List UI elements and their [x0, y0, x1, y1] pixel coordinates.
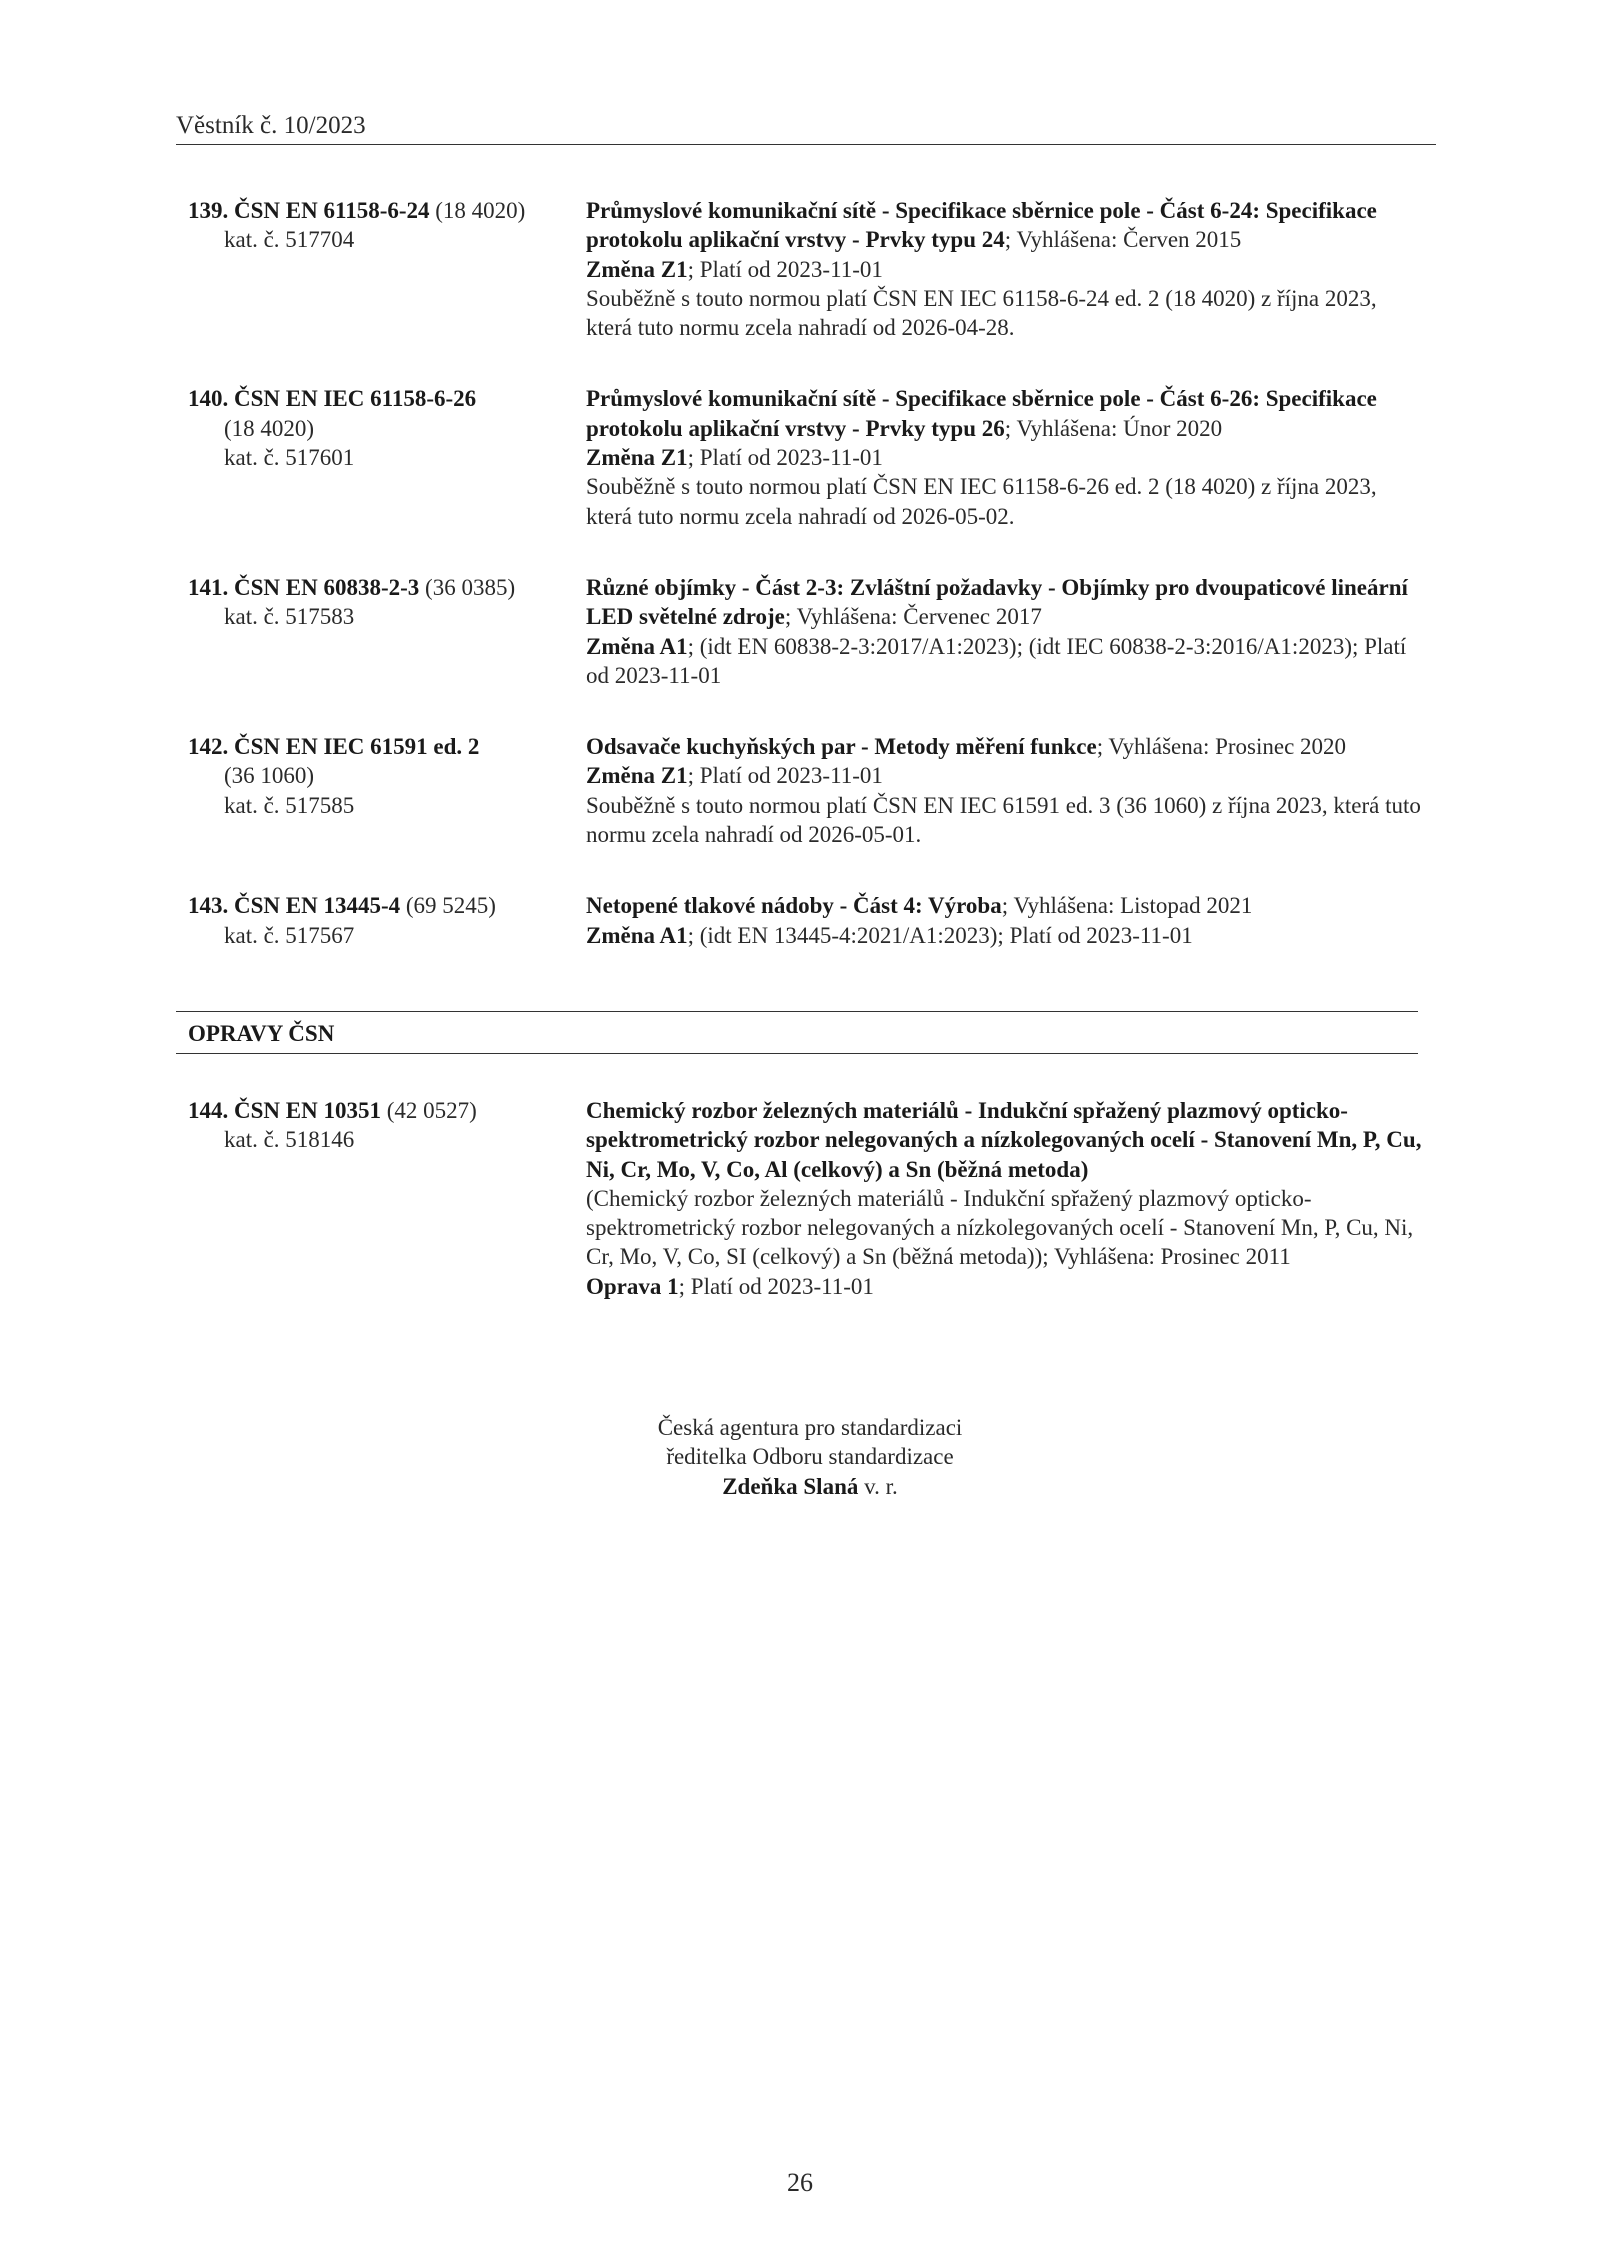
entry-number: 141. [188, 574, 229, 600]
standard-title: Průmyslové komunikační sítě - Specifikace sběrnice pole - Část 6-24: Specifikace protokolu aplikační vrstvy - Prvky typu 24 [586, 198, 1377, 253]
page-number: 26 [787, 2168, 813, 2197]
entry-details [586, 732, 1428, 849]
standard-code: ČSN EN IEC 61591 ed. 2 [234, 734, 480, 760]
entry-details [586, 573, 1428, 690]
entry-designation [188, 891, 586, 950]
amendment-label: Změna A1 [586, 633, 688, 659]
amendment-label: Změna Z1 [586, 445, 688, 471]
standard-code: ČSN EN IEC 61158-6-26 [234, 386, 477, 412]
amendment-label: Změna Z1 [586, 256, 688, 282]
entry-number: 140. [188, 386, 229, 412]
bulletin-title: Věstník č. 10/2023 [176, 112, 366, 139]
classification-code: (18 4020) [224, 415, 315, 441]
entry-number: 144. [188, 1098, 229, 1123]
entry-number: 139. [188, 198, 229, 223]
section-heading [176, 1011, 1418, 1054]
standard-title: Různé objímky - Část 2-3: Zvláštní požadavky - Objímky pro dvoupaticové lineární LED světelné zdroje [586, 574, 1408, 630]
amendment-info: ; Platí od 2023-11-01 [687, 256, 883, 282]
catalog-number: kat. č. 517585 [224, 792, 355, 818]
catalog-number: kat. č. 518146 [224, 1127, 355, 1153]
entry-details [586, 196, 1428, 342]
entry-details [586, 384, 1428, 530]
entry-details [586, 1096, 1428, 1301]
catalog-number: kat. č. 517704 [224, 227, 355, 253]
standard-code: ČSN EN 10351 [234, 1098, 381, 1123]
amendment-info: ; Platí od 2023-11-01 [687, 763, 883, 789]
catalog-number: kat. č. 517601 [224, 445, 355, 471]
list-item [188, 384, 1428, 530]
amendment-label: Změna A1 [586, 922, 688, 948]
running-header [176, 112, 1436, 145]
standard-title: Odsavače kuchyňských par - Metody měření funkce [586, 734, 1097, 760]
announcement: ; Vyhlášena: Červen 2015 [1004, 227, 1242, 253]
list-item [188, 196, 1428, 342]
catalog-number: kat. č. 517567 [224, 922, 355, 948]
standard-title: Netopené tlakové nádoby - Část 4: Výroba [586, 893, 1002, 919]
announcement: ; Vyhlášena: Prosinec 2020 [1096, 734, 1347, 760]
announcement: ; Vyhlášena: Listopad 2021 [1001, 893, 1253, 919]
announcement: ; Vyhlášena: Únor 2020 [1004, 415, 1223, 441]
correction-label: Oprava 1 [586, 1273, 679, 1299]
standard-code: ČSN EN 61158-6-24 [234, 198, 430, 223]
replacement-note: Souběžně s touto normou platí ČSN EN IEC 61158-6-26 ed. 2 (18 4020) z října 2023, která tuto normu zcela nahradí od 2026-05-02. [586, 474, 1377, 529]
amendment-info: ; (idt EN 60838-2-3:2017/A1:2023); (idt IEC 60838-2-3:2016/A1:2023); Platí od 2023-11-01 [586, 633, 1407, 688]
classification-code: (18 4020) [435, 198, 526, 223]
changes-list [188, 196, 1428, 992]
signatory-suffix: v. r. [864, 1473, 898, 1499]
classification-code: (36 0385) [425, 574, 516, 600]
agency-name: Česká agentura pro standardizaci [657, 1415, 963, 1440]
signatory-name: Zdeňka Slaná [722, 1473, 859, 1499]
standard-title: Průmyslové komunikační sítě - Specifikace sběrnice pole - Část 6-26: Specifikace protokolu aplikační vrstvy - Prvky typu 26 [586, 386, 1377, 441]
amendment-info: ; Platí od 2023-11-01 [687, 445, 883, 471]
standard-title: Chemický rozbor železných materiálů - Indukční spřažený plazmový opticko-spektrometrický rozbor nelegovaných a nízkolegovaných ocelí - Stanovení Mn, P, Cu, Ni, Cr, Mo, V, Co, Al (celkový) a Sn (běžná metoda) [586, 1098, 1422, 1182]
entry-designation [188, 1096, 586, 1301]
correction-info: ; Platí od 2023-11-01 [678, 1273, 874, 1299]
entry-designation [188, 384, 586, 530]
standard-code: ČSN EN 60838-2-3 [234, 574, 420, 600]
catalog-number: kat. č. 517583 [224, 604, 355, 630]
list-item [188, 573, 1428, 690]
list-item [188, 1096, 1428, 1301]
amendment-label: Změna Z1 [586, 763, 688, 789]
corrections-list [188, 1096, 1428, 1343]
section-title: OPRAVY ČSN [188, 1021, 335, 1046]
classification-code: (36 1060) [224, 763, 315, 789]
replacement-note: Souběžně s touto normou platí ČSN EN IEC 61158-6-24 ed. 2 (18 4020) z října 2023, která tuto normu zcela nahradí od 2026-04-28. [586, 285, 1377, 341]
original-title: (Chemický rozbor železných materiálů - Indukční spřažený plazmový opticko-spektrometrický rozbor nelegovaných a nízkolegovaných ocelí - Stanovení Mn, P, Cu, Ni, Cr, Mo, V, Co, SI (celkový) a Sn (běžná metoda)); Vyhlášena: Prosinec 2011 [586, 1185, 1414, 1270]
classification-code: (69 5245) [405, 893, 496, 919]
list-item [188, 732, 1428, 849]
standard-code: ČSN EN 13445-4 [234, 893, 401, 919]
announcement: ; Vyhlášena: Červenec 2017 [784, 604, 1042, 630]
entry-designation [188, 573, 586, 690]
signature-block [580, 1413, 1040, 1501]
entry-designation [188, 732, 586, 849]
classification-code: (42 0527) [386, 1098, 477, 1123]
entry-designation [188, 196, 586, 342]
entry-number: 142. [188, 734, 229, 760]
entry-number: 143. [188, 893, 229, 919]
list-item [188, 891, 1428, 950]
entry-details [586, 891, 1428, 950]
replacement-note: Souběžně s touto normou platí ČSN EN IEC 61591 ed. 3 (36 1060) z října 2023, která tuto normu zcela nahradí od 2026-05-01. [586, 792, 1421, 848]
signatory-role: ředitelka Odboru standardizace [666, 1444, 954, 1470]
amendment-info: ; (idt EN 13445-4:2021/A1:2023); Platí od 2023-11-01 [687, 922, 1193, 948]
